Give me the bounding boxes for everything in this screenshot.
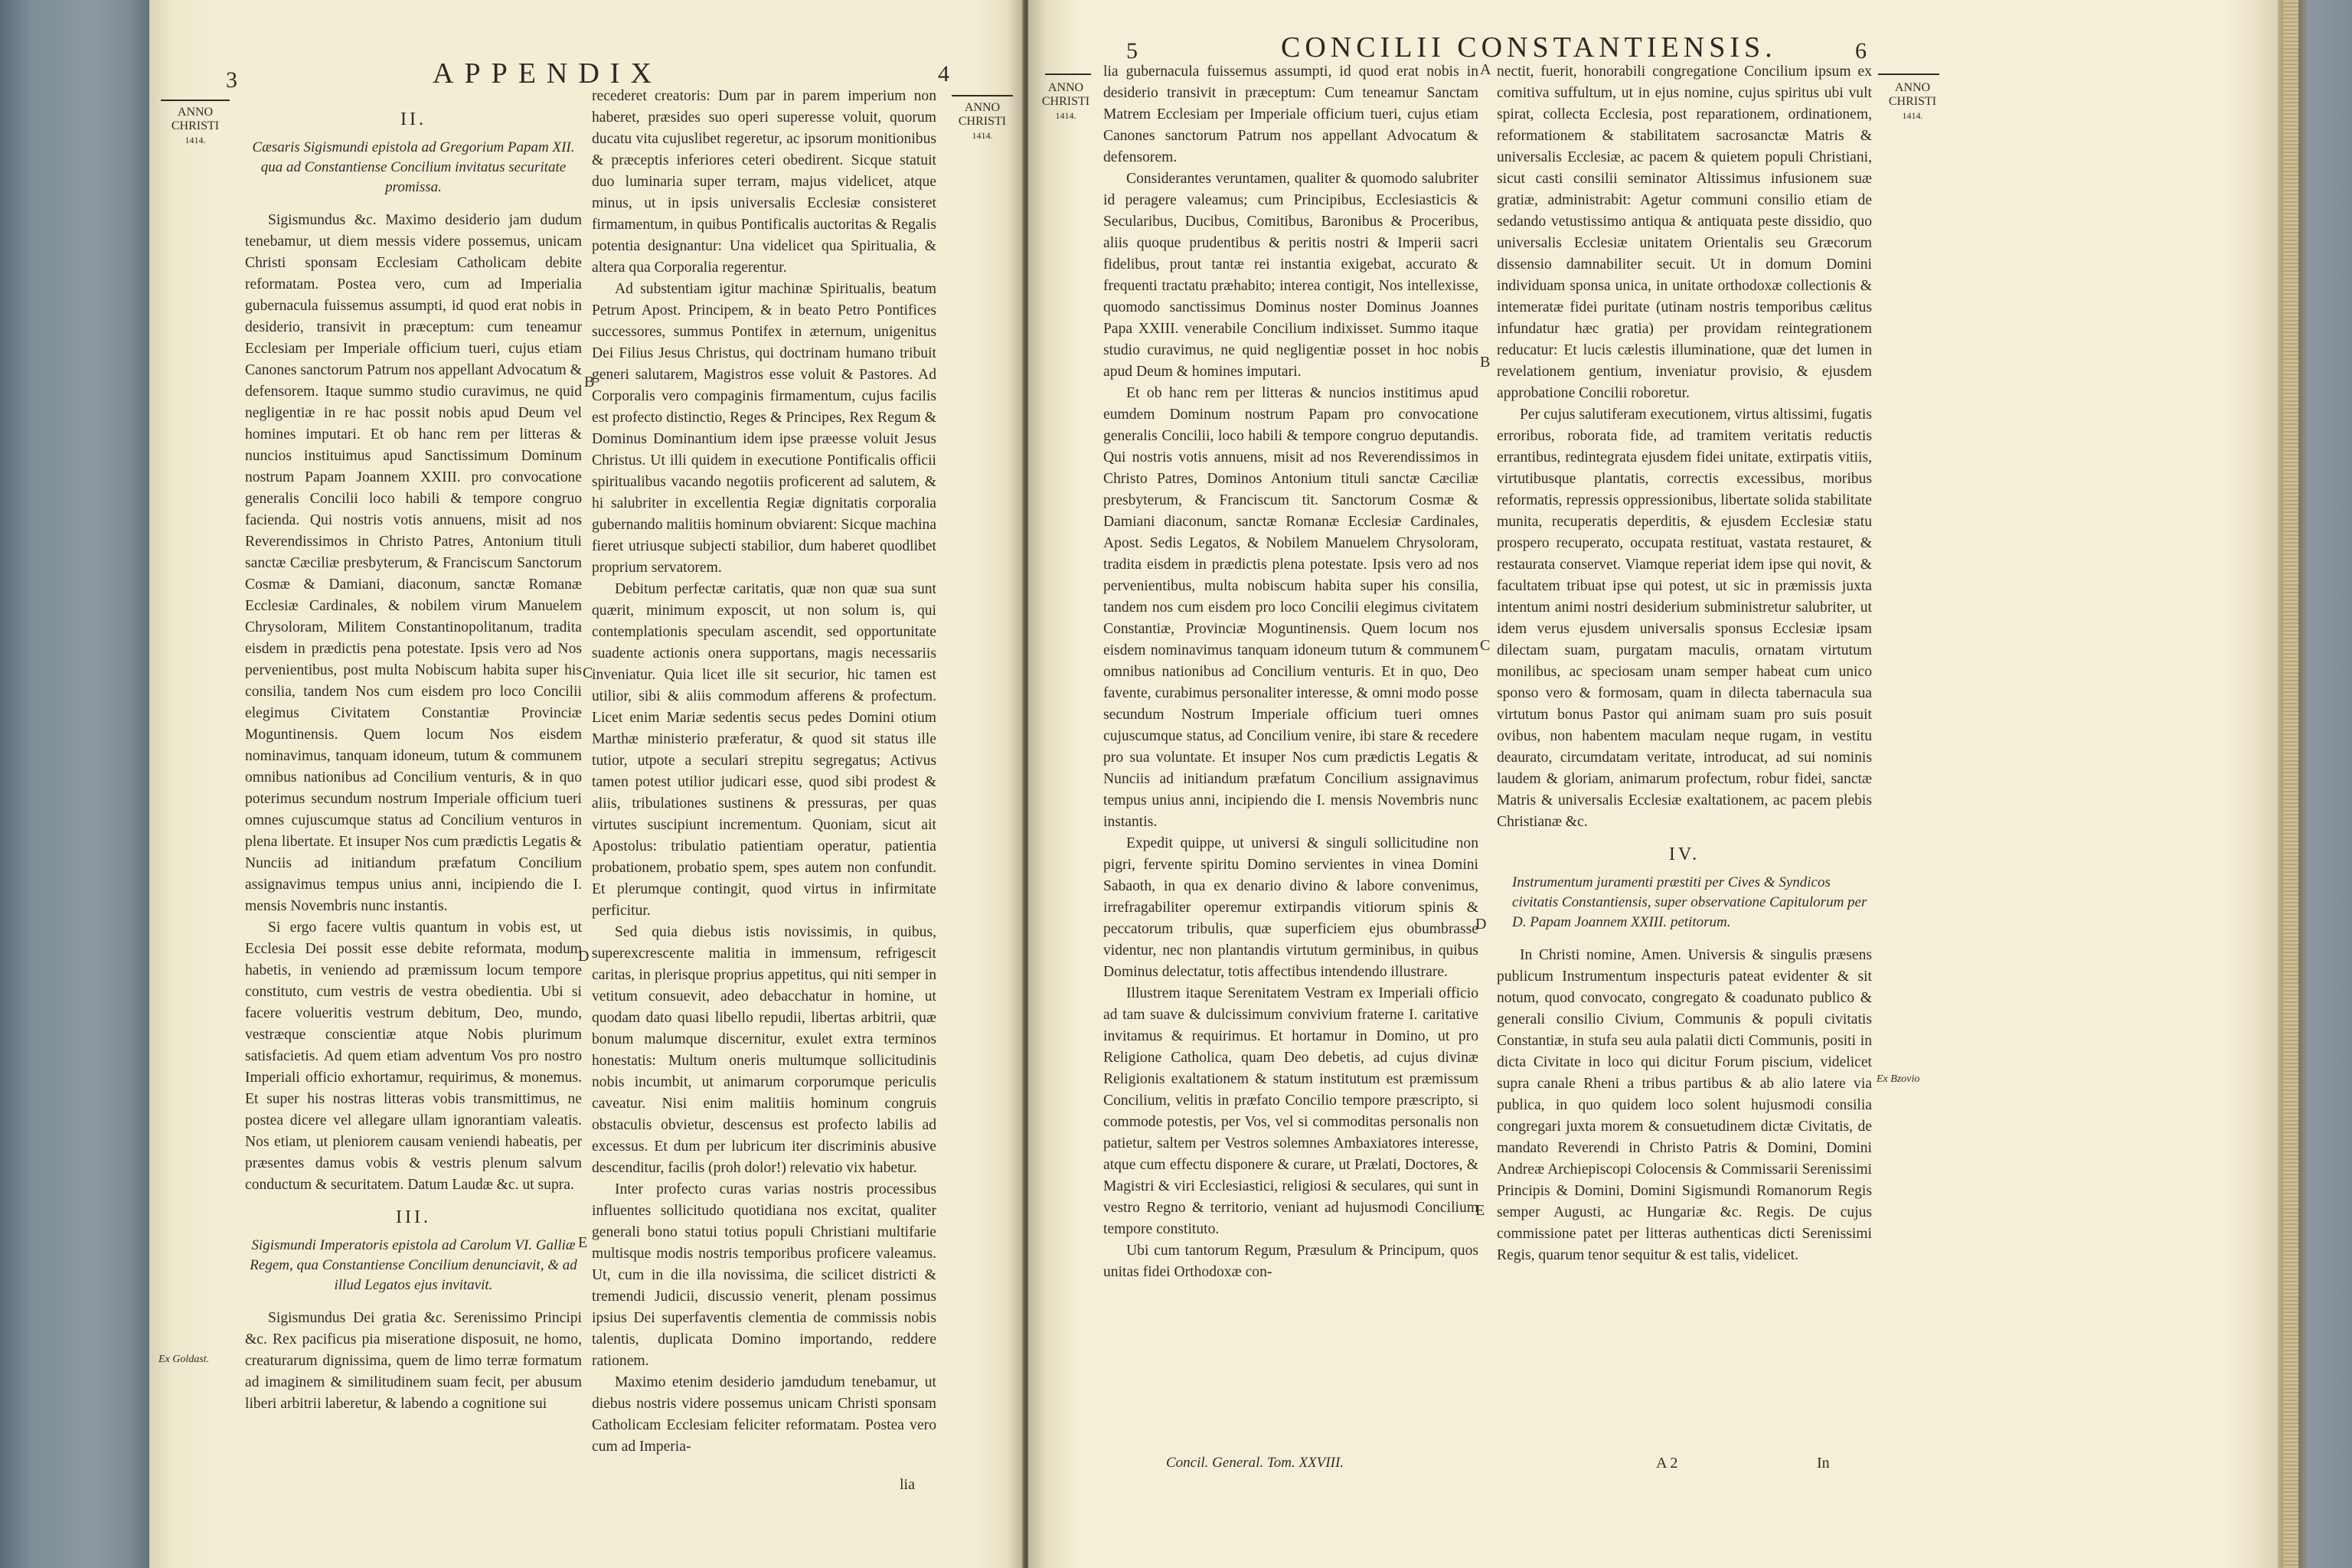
section-heading-ii: II. — [400, 109, 426, 129]
left-margin-anno — [149, 100, 241, 147]
year-label: 1414. — [185, 135, 206, 145]
catchword: In — [1817, 1455, 1830, 1472]
left-column-2 — [592, 86, 936, 1458]
rule — [1878, 74, 1939, 75]
christi-label: CHRISTI — [1041, 95, 1090, 108]
paragraph: Ubi cum tantorum Regum, Præsulum & Principum, quos unitas fidei Orthodoxæ con- — [1103, 1243, 1478, 1280]
margin-letter-b: B — [1480, 354, 1491, 371]
paragraph: Si ergo facere vultis quantum in vobis est, ut Ecclesia Dei possit esse debite reformata, modum habetis, in veniendo ad præmissum locum tempore constituto, cum vestris de vestra obedientia. Ubi si facere volueritis vestrum debitum, Deo, mundo, vestræque conscientiæ atque Nobis plurimum satisfacietis. Ad quem etiam adventum Vos pro nostro Imperiali officio exhortamur, requirimus, & monemus. Et super his nostras litteras vobis transmittimus, ne postea dicere vel allegare ullam ignorantiam valeatis. Nos etiam, ut pleniorem causam veniendi habeatis, per præsentes damus vobis & vestris plenum salvum conductum & securitatem. Datum Laudæ &c. ut supra. — [245, 920, 582, 1193]
paragraph: In Christi nomine, Amen. Universis & singulis præsens publicum Instrumentum inspecturis pateat evidenter & sit notum, quod convocato, congregato & coadunato publico & generali consilio Civium, Communis & populi civitatis Constantiæ, in stufa seu aula palatii dicti Communis, positi in dicta Civitate in loco qui dicitur Forum piscium, videlicet supra canale Rheni a tribus partibus & ab alio latere via publica, in quo quidem loco solent hujusmodi consilia congregari juxta morem & consuetudinem dictæ Civitatis, de mandato Reverendi in Christo Patris & Domini, Domini Andreæ Archiepiscopi Colocensis & Commissarii Serenissimi Principis & Domini, Domini Sigismundi Romanorum Regis semper Augusti, ac Hungariæ &c. Regis. De cujus commissione patet per litteras authenticas dicti Serenissimi Regis, quarum tenor sequitur & est talis, videlicet. — [1497, 947, 1872, 1263]
right-column-2 — [1497, 61, 1872, 1266]
paragraph: Inter profecto curas varias nostris processibus influentes sollicitudo quotidiana nos excitat, qualiter generali bono statui totius populi Christiani multifarie multisque modis nostris temporibus proficere valeamus. Ut, cum in die illa novissima, die scilicet districti & tremendi Judicii, discussio venerit, plenam possimus ipsius Dei superfaventis clementia de commissis nobis talentis, duplicata Domino importando, reddere rationem. — [592, 1181, 936, 1369]
section-title-iv: Instrumentum juramenti præstiti per Cives & Syndicos civitatis Constantiensis, super observatione Capitulorum per D. Papam Joannem XXIII. petitorum. — [1512, 874, 1867, 930]
margin-letter-e: E — [1475, 1202, 1485, 1219]
page-block-edge — [2283, 0, 2298, 1568]
signature-mark: A 2 — [1656, 1455, 1678, 1472]
left-running-head: APPENDIX — [433, 57, 662, 90]
left-margin-anno — [1031, 81, 1100, 122]
right-margin-anno — [944, 95, 1021, 142]
paragraph: Maximo etenim desiderio jamdudum tenebamur, ut diebus nostris videre possemus unicam Christi sponsam Catholicam Ecclesiam feliciter reformatam. Postea vero cum ad Imperia- — [592, 1374, 936, 1455]
section-heading-iii: III. — [396, 1207, 431, 1227]
margin-letter-c: C — [583, 665, 593, 681]
year-label: 1414. — [1055, 110, 1076, 121]
christi-label: CHRISTI — [1888, 95, 1937, 108]
rule — [1045, 74, 1091, 75]
margin-letter-a: A — [1480, 61, 1491, 78]
left-page — [149, 0, 1024, 1568]
paragraph: Et ob hanc rem per litteras & nuncios institimus apud eumdem Dominum nostrum Papam pro convocatione generalis Concilii, loco habili & tempore congruo deputandis. Qui nostris votis annuens, misit ad nos Reverendissimos in Christo Patres, Dominos Antonium tituli sanctæ Cæciliæ presbyterum, & Franciscum tit. Sanctorum Cosmæ & Damiani diaconum, sanctæ Romanæ Ecclesiæ Cardinales, Apost. Sedis Legatos, & Nobilem Manuelem Chrysoloram, tradita eisdem in prædictis plena potestate. Ipsis vero ad nos pervenientibus, multa nobiscum habita super his consilia, tandem nos cum eisdem pro loco Concilii elegimus civitatem Constantiæ, Provinciæ Moguntinensis. Quem locum nos eisdem nominavimus tanquam idoneum tutum & communem omnibus nationibus ad Concilium venturis. Et in quo, Deo favente, curabimus personaliter interesse, & omni modo posse secundum Nostrum Imperiale officium tueri omnes cujuscumque status, ad Concilium venire, ibi stare & recedere pro sua voluntate. Et insuper Nos cum prædictis Legatis & Nunciis ad initiandum præfatum Concilium assignavimus tempus unius anni, incipiendo die I. mensis Novembris nunc instantis. — [1103, 385, 1478, 830]
right-page — [1028, 0, 2278, 1568]
margin-letter-d: D — [578, 948, 590, 965]
source-note: Ex Bzovio — [1877, 1073, 1920, 1085]
paragraph: nectit, fuerit, honorabili congregatione Concilium ipsum ex comitiva suffultum, ut in ejus nomine, cujus spiritus ubi vult spirat, collecta Ecclesia, post reparationem, ordinationem, reformationem & stabilitatem sacrosanctæ Matris & universalis Ecclesiæ, ac pacem & quietem populi Christiani, sicut casti consilii seminator Altissimus infusionem suæ gratiæ, administrabit: Agetur communi consilio etiam de sedando vetustissimo antiqua & antiquata peste dissidio, quo universalis Ecclesiæ unitatem Orientalis seu Græcorum dissensio damnabiliter secuit. Ut in domum Domini individuam sponsa unica, in unitate orthodoxæ collectionis & intemeratæ fidei puritate (utinam nostris temporibus cælitus infundatur hæc gratia) per providam reintegrationem reducatur: Et lucis cælestis illuminatione, quæ det lumen in revelationem gentium, inveniatur provisio, & ejusdem approbatione Concilii roboretur. — [1497, 64, 1872, 401]
catchword: lia — [900, 1476, 915, 1493]
right-running-head: CONCILII CONSTANTIENSIS. — [1281, 31, 1777, 64]
paragraph: Sigismundus Dei gratia &c. Serenissimo Principi &c. Rex pacificus pia miseratione disposuit, ne homo, creaturarum dignissima, quem de limo terræ formatum ad imaginem & similitudinem suam fecit, per abusum liberi arbitrii laberetur, & labendo a cognitione sui — [245, 1310, 582, 1412]
paragraph: Illustrem itaque Serenitatem Vestram ex Imperiali officio ad tam suave & dulcissimum convivium fraterne I. caritative invitamus & requirimus. Et hortamur in Domino, ut pro Religione Catholica, quam Deo debetis, ad cujus divinæ Religionis exaltationem & statum institutum est præmissum Concilium, velitis in præfato Concilio tempore præscripto, si commode potestis, per Vos, vel si commoditas personalis non patietur, saltem per Vestros solemnes Ambaxiatores interesse, atque cum effectu disponere & curare, ut Prælati, Doctores, & Magistri & viri Ecclesiastici, religiosi & seculares, qui sunt in vestro Regno & territorio, veniant ad hujusmodi Concilium tempore constituto. — [1103, 985, 1478, 1237]
margin-letter-e: E — [578, 1234, 588, 1251]
paragraph: lia gubernacula fuissemus assumpti, id quod erat nobis in desiderio transivit in præceptum: Cum teneamur Sanctam Matrem Ecclesiam per Imperiale officium tueri, cujus etiam Canones sanctorum Patrum nos appellant Advocatum & defensorem. — [1103, 64, 1478, 165]
margin-letter-b: B — [584, 374, 595, 390]
christi-label: CHRISTI — [958, 115, 1007, 128]
margin-letter-d: D — [1475, 916, 1487, 933]
year-label: 1414. — [972, 130, 993, 141]
paragraph: Sed quia diebus istis novissimis, in quibus, superexcrescente malitia in immensum, refrigescit caritas, in plerisque proprius appetitus, qui niti semper in vetitum consuevit, adeo debacchatur in homine, ut quodam dato quasi libello repudii, libertas arbitrii, quæ bonum malumque discernitur, exulet extra terminos honestatis: Multum oneris multumque sollicitudinis nobis incumbit, ut animarum corporumque periculis caveatur. Nisi enim malitiis hominum congruis obstaculis obvietur, descensus est profecto labilis ad excessus. Et dum per lubricum iter discriminis abusive descenditur, facilis (proh dolor!) relevatio vix habetur. — [592, 924, 936, 1176]
year-label: 1414. — [1902, 110, 1923, 121]
anno-label: ANNO — [1894, 81, 1931, 94]
paragraph: Debitum perfectæ caritatis, quæ non quæ sua sunt quærit, minimum exposcit, ut non solum is, qui contemplationis speculam ascendit, sed opportunitate suadente actionis onera supportans, magis necessariis inveniatur. Quia licet ille sit securior, hic tamen est utilior, sibi & aliis commodum afferens & profectum. Licet enim Mariæ sedentis secus pedes Domini otium Marthæ ministerio præferatur, & quod sit status ille tutior, utpote a seculari strepitu segregatus; Activus tamen potest utilior judicari esse, quod sibi prodest & aliis, tribulationes sustinens & pressuras, per quas virtutes suscipiunt incrementum. Quoniam, sicut ait Apostolus: tribulatio patientiam operatur, patientia probationem, probatio spem, spes autem non confundit. Et plerumque contingit, quod virtus in infirmitate perficitur. — [592, 581, 936, 919]
left-page-number-a: 3 — [226, 67, 237, 93]
footer-note: Concil. General. Tom. XXVIII. — [1166, 1455, 1344, 1471]
section-heading-iv: IV. — [1668, 844, 1700, 864]
anno-label: ANNO — [177, 106, 214, 119]
paragraph: Considerantes veruntamen, qualiter & quomodo salubriter id peragere valeamus; cum Principibus, Ecclesiasticis & Secularibus, Ducibus, Comitibus, Baronibus & Proceribus, aliis quoque prudentibus & peritis nostri & Imperii sacri fidelibus, prout tantæ rei instantia exigebat, accurato & frequenti tractatu præhabito; interea contigit, Nos intellexisse, quomodo sanctissimus Dominus noster Dominus Joannes Papa XXIII. venerabile Concilium indixisset. Summo itaque studio curavimus, ne quid negligentiæ posset in hoc nobis apud Deum & homines imputari. — [1103, 171, 1478, 380]
anno-label: ANNO — [1047, 81, 1084, 94]
right-page-number-a: 5 — [1126, 38, 1138, 64]
paragraph: Sigismundus &c. Maximo desiderio jam dudum tenebamur, ut diem messis videre possemus, unicam Christi sponsam Ecclesiam Catholicam debite reformatam. Postea vero, cum ad Imperialia gubernacula fuissemus assumpti, id quod erat nobis in desiderio, transivit in præceptum: cum teneamur Ecclesiam per Imperiale officium tueri, cujus etiam Canones sanctorum Patrum nos appellant Advocatum & defensorem. Itaque summo studio curavimus, ne quid negligentiæ in re hac possit nobis apud Deum vel homines imputari. Et ob hanc rem per litteras & nuncios instituimus apud Sanctissimum Dominum nostrum Papam Joannem XXIII. pro convocatione generalis Concilii loco habili & tempore congruo facienda. Qui nostris votis annuens, misit ad nos Reverendissimos in Christo Patres, Antonium tituli sanctæ Cæciliæ presbyterum, & Franciscum Sanctorum Cosmæ & Damiani, diaconum, sanctæ Romanæ Ecclesiæ Cardinales, & nobilem virum Manuelem Chrysoloram, Militem Constantinopolitanum, tradita eisdem in prædictis pena potestate. Ipsis vero ad Nos pervenientibus, post multa Nobiscum habita super his consilia, tandem Nos cum eisdem pro loco Concilii elegimus Civitatem Constantiæ Provinciæ Moguntinensis. Quem locum Nos eisdem nominavimus, tanquam idoneum, tutum & communem omnibus nationibus ad Concilium venturis, & in quo poterimus secundum nostrum Imperiale officium tueri omnes cujuscumque status ad Concilium venturos in plena libertate. Et insuper Nos cum prædictis Legatis & Nunciis ad initiandum præfatum Concilium assignavimus tempus unius anni, incipiendo die I. mensis Novembris nunc instantis. — [245, 212, 582, 914]
left-page-number-b: 4 — [938, 61, 949, 87]
paragraph: recederet creatoris: Dum par in parem imperium non haberet, præsides suo operi superesse voluit, quorum ducatu vita cujuslibet regeretur, ac ipsorum monitionibus & præceptis inferiores ceteri obedirent. Sicque statuit duo luminaria super terram, majus videlicet, atque minus, ut in ipsis universalis Ecclesiæ consisteret firmamentum, in quibus Pontificalis auctoritas & Regalis potentia designantur: Una videlicet qua Spiritualia, & altera qua Corporalia regerentur. — [592, 88, 936, 276]
source-note: Ex Goldast. — [158, 1354, 210, 1365]
paragraph: Expedit quippe, ut universi & singuli sollicitudine non pigri, fervente spiritu Domino servientes in vinea Domini Sabaoth, in qua ex denario divino & labore convenimus, irrefragabiliter operemur extirpandis vitiorum spinis & peccatorum tribulis, quæ superficiem ejus obumbrasse videntur, nec non plantandis virtutum germinibus, in quibus Dominus delectatur, totis affectibus intendendo illustrare. — [1103, 835, 1478, 980]
anno-label: ANNO — [964, 101, 1001, 114]
right-margin-anno — [1878, 81, 1947, 122]
paragraph: Per cujus salutiferam executionem, virtus altissimi, fugatis erroribus, roborata fide, ad tramitem veritatis reductis errantibus, redintegrata ejusdem fidei unitate, extirpatis vitiis, virtutibusque plantatis, correctis excessibus, moribus reformatis, repressis oppressionibus, libertate solida stabilitate munita, recuperatis deperditis, & ejusdem Ecclesiæ statu prospero recuperato, occupata restituat, vastata restauret, & restaurata conservet. Viamque reperiat idem ipse qui novit, & facultatem tribuat ipse qui potest, ut sic in præmissis juxta intentum animi nostri desiderium subministretur salubriter, ut idem verus ejusdem universalis sponsus Ecclesiæ ipsam dilectam suam, purgatam maculis, ornatam virtutum monilibus, ac speciosam unam semper habeat cum unico sponso vero & formosam, quam in dilecta tabernacula sua virtutum bonus Pastor qui animam suam pro suis posuit ovibus, non habentem maculam neque rugam, in vestitu deaurato, circumdatam veritate, introducat, ad sui nominis laudem & gloriam, animarum profectum, robur fidei, sanctæ Matris & universalis Ecclesiæ exaltationem, ac pacem plebis Christianæ &c. — [1497, 407, 1872, 830]
margin-letter-c: C — [1480, 637, 1491, 654]
section-title-ii: Cæsaris Sigismundi epistola ad Gregorium Papam XII. qua ad Constantiense Concilium invitatus securitate promissa. — [252, 139, 575, 195]
paragraph: Ad substentiam igitur machinæ Spiritualis, beatum Petrum Apost. Principem, & in beato Petro Pontifices successores, summus Pontifex in æternum, unigenitus Dei Filius Jesus Christus, qui doctrinam humano tribuit generi salutarem, Magistros esse voluit & Pastores. Ad Corporalis vero compaginis firmamentum, cujus facilis est profecto distinctio, Reges & Principes, Rex Regum & Dominus Dominantium idem ipse præesse voluit Jesus Christus. Ut illi quidem in executione Pontificalis officii spiritualibus vacando negotiis proficerent ad salutem, & hi salubriter in excellentia Regiæ dignitatis corporalia gubernando malitiis hominum obviarent: Sicque machina fieret utriusque subjecti stabilior, dum haberet quodlibet proprium servatorem. — [592, 281, 937, 576]
right-column-1 — [1103, 61, 1478, 1283]
right-page-number-b: 6 — [1855, 38, 1867, 64]
left-column-1 — [245, 106, 582, 1415]
section-title-iii: Sigismundi Imperatoris epistola ad Carolum VI. Galliæ Regem, qua Constantiense Concilium denunciavit, & ad illud Legatos ejus invitavit. — [250, 1237, 577, 1293]
christi-label: CHRISTI — [171, 119, 220, 132]
